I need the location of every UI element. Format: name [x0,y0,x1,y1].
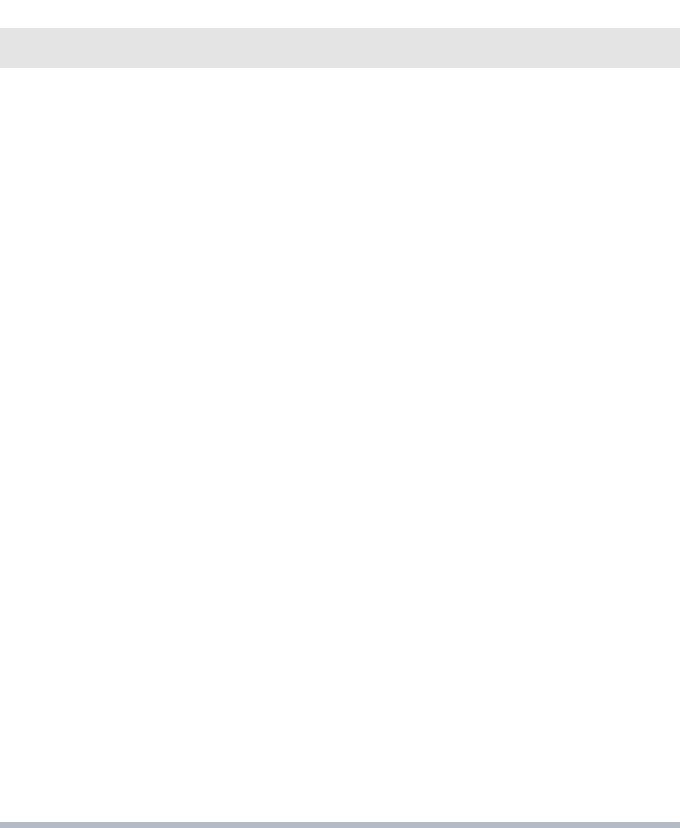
report-header [0,0,680,28]
table-column-header [0,28,680,68]
bottom-scrollbar-track [0,822,680,828]
column-header-change-pct [578,28,680,68]
column-header-close-price [380,28,478,68]
column-header-open-price [280,28,380,68]
column-header-change [478,28,578,68]
column-header-product [0,28,202,68]
column-header-unit [202,28,280,68]
